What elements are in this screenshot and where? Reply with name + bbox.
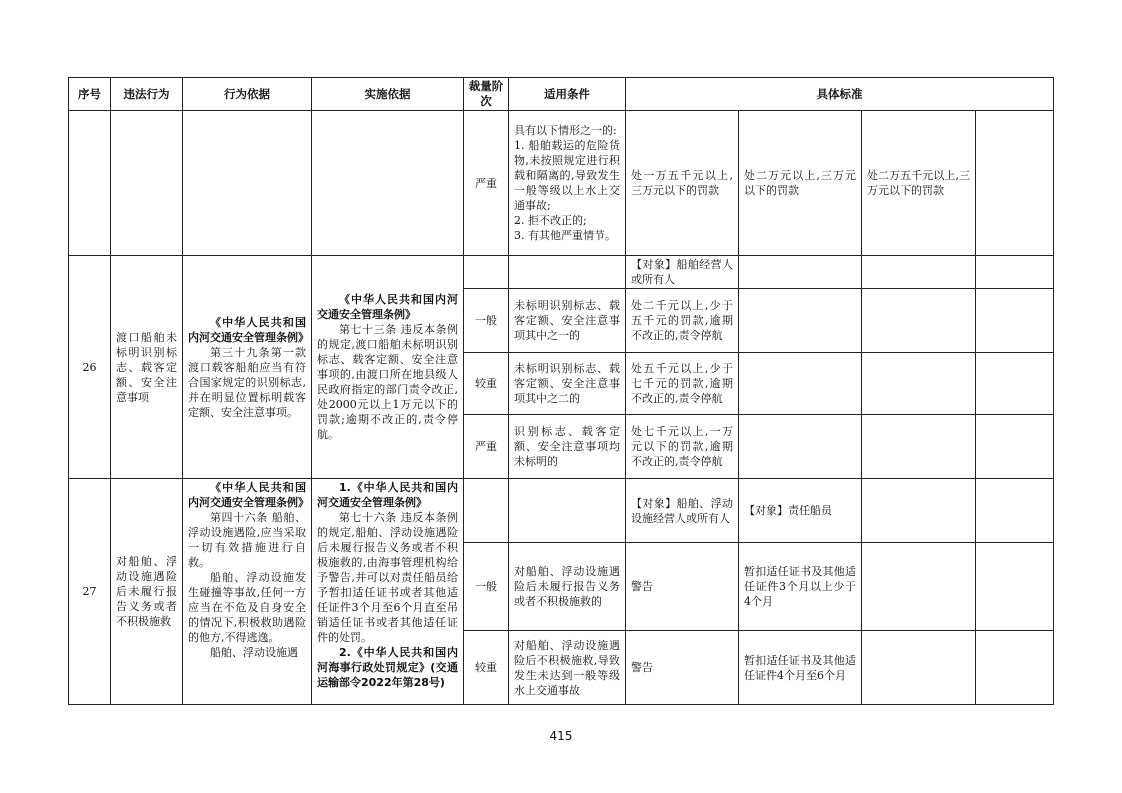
cell-empty: [69, 111, 111, 256]
condition-cell: 未标明识别标志、载客定额、安全注意事项其中之一的: [509, 289, 626, 353]
cell-empty: [976, 631, 1054, 705]
standard-cell: 警告: [626, 543, 739, 631]
table-row: [69, 111, 1054, 256]
cell-empty: [464, 479, 509, 543]
condition-cell: 识别标志、载客定额、安全注意事项均未标明的: [509, 415, 626, 479]
level-cell: 一般: [464, 289, 509, 353]
cell-empty: [976, 256, 1054, 289]
standard-cell: 处二万五千元以上,三万元以下的罚款: [862, 111, 976, 256]
cell-empty: [739, 415, 862, 479]
standard-cell: 暂扣适任证书及其他适任证件3个月以上少于4个月: [739, 543, 862, 631]
violation-cell: 对船舶、浮动设施遇险后未履行报告义务或者不积极施救: [111, 479, 183, 705]
cell-empty: [183, 111, 312, 256]
object-cell: 【对象】船舶、浮动设施经营人或所有人: [626, 479, 739, 543]
cell-empty: [739, 256, 862, 289]
header-row: [69, 78, 1054, 111]
standard-cell: 处一万五千元以上,三万元以下的罚款: [626, 111, 739, 256]
level-cell: 较重: [464, 631, 509, 705]
cell-empty: [312, 111, 464, 256]
object-cell: 【对象】责任船员: [739, 479, 862, 543]
level-cell: 严重: [464, 415, 509, 479]
cell-empty: [976, 353, 1054, 415]
condition-cell: 未标明识别标志、载客定额、安全注意事项其中之二的: [509, 353, 626, 415]
header-act-basis: 行为依据: [183, 78, 312, 111]
impl-basis-cell: 《中华人民共和国内河交通安全管理条例》 第七十三条 违反本条例的规定,渡口船舶未标明识别标志、载客定额、安全注意事项的,由渡口所在地县级人民政府指定的部门责令改正,处2000元以上1万元以下的罚款;逾期不改正的,责令停航。: [312, 256, 464, 479]
cell-empty: [862, 543, 976, 631]
header-standard: 具体标准: [626, 78, 1054, 111]
table-row: [69, 256, 1054, 289]
cell-empty: [976, 479, 1054, 543]
serial-number: 27: [69, 479, 111, 705]
page-number: 415: [549, 729, 573, 743]
cell-empty: [464, 256, 509, 289]
cell-empty: [976, 415, 1054, 479]
cell-empty: [862, 631, 976, 705]
penalty-standard-table: [68, 77, 1054, 705]
standard-cell: 处七千元以上,一万元以下的罚款,逾期不改正的,责令停航: [626, 415, 739, 479]
impl-basis-cell: 1.《中华人民共和国内河交通安全管理条例》 第七十六条 违反本条例的规定,船舶、浮动设施遇险后未履行报告义务或者不积极施救的,由海事管理机构给予警告,并可以对责任船员给予暂扣适任证书或者其他适任证件3个月至6个月直至吊销适任证书或者其他适任证件的处罚。 2.《中华人民共和国内河海事行政处罚规定》(交通运输部令2022年第28号): [312, 479, 464, 705]
header-violation: 违法行为: [111, 78, 183, 111]
object-cell: 【对象】船舶经营人或所有人: [626, 256, 739, 289]
condition-cell: 具有以下情形之一的: 1. 船舶载运的危险货物,未按照规定进行积载和隔离的,导致发生一般等级以上水上交通事故; 2. 拒不改正的; 3. 有其他严重情节。: [509, 111, 626, 256]
cell-empty: [862, 415, 976, 479]
serial-number: 26: [69, 256, 111, 479]
act-basis-cell: 《中华人民共和国内河交通安全管理条例》 第四十六条 船舶、浮动设施遇险,应当采取一切有效措施进行自救。 船舶、浮动设施发生碰撞等事故,任何一方应当在不危及自身安全的情况下,积极救助遇险的他方,不得逃逸。 船舶、浮动设施遇: [183, 479, 312, 705]
cell-empty: [976, 289, 1054, 353]
cell-empty: [509, 256, 626, 289]
header-impl-basis: 实施依据: [312, 78, 464, 111]
level-cell: 一般: [464, 543, 509, 631]
level-cell: 较重: [464, 353, 509, 415]
standard-cell: 处二万元以上,三万元以下的罚款: [739, 111, 862, 256]
act-basis-cell: 《中华人民共和国内河交通安全管理条例》 第三十九条第一款 渡口载客船舶应当有符合国家规定的识别标志,并在明显位置标明载客定额、安全注意事项。: [183, 256, 312, 479]
standard-cell: 处五千元以上,少于七千元的罚款,逾期不改正的,责令停航: [626, 353, 739, 415]
standard-cell: 暂扣适任证书及其他适任证件4个月至6个月: [739, 631, 862, 705]
cell-empty: [739, 353, 862, 415]
cell-empty: [509, 479, 626, 543]
header-condition: 适用条件: [509, 78, 626, 111]
header-serial: 序号: [69, 78, 111, 111]
standard-cell: 处二千元以上,少于五千元的罚款,逾期不改正的,责令停航: [626, 289, 739, 353]
violation-cell: 渡口船舶未标明识别标志、载客定额、安全注意事项: [111, 256, 183, 479]
table-row: [69, 479, 1054, 543]
standard-cell: 警告: [626, 631, 739, 705]
level-cell: 严重: [464, 111, 509, 256]
cell-empty: [976, 111, 1054, 256]
condition-cell: 对船舶、浮动设施遇险后未履行报告义务或者不积极施救的: [509, 543, 626, 631]
header-level: 裁量阶次: [464, 78, 509, 111]
cell-empty: [739, 289, 862, 353]
cell-empty: [862, 256, 976, 289]
cell-empty: [111, 111, 183, 256]
cell-empty: [862, 289, 976, 353]
cell-empty: [862, 353, 976, 415]
cell-empty: [976, 543, 1054, 631]
condition-cell: 对船舶、浮动设施遇险后不积极施救,导致发生未达到一般等级水上交通事故: [509, 631, 626, 705]
cell-empty: [862, 479, 976, 543]
